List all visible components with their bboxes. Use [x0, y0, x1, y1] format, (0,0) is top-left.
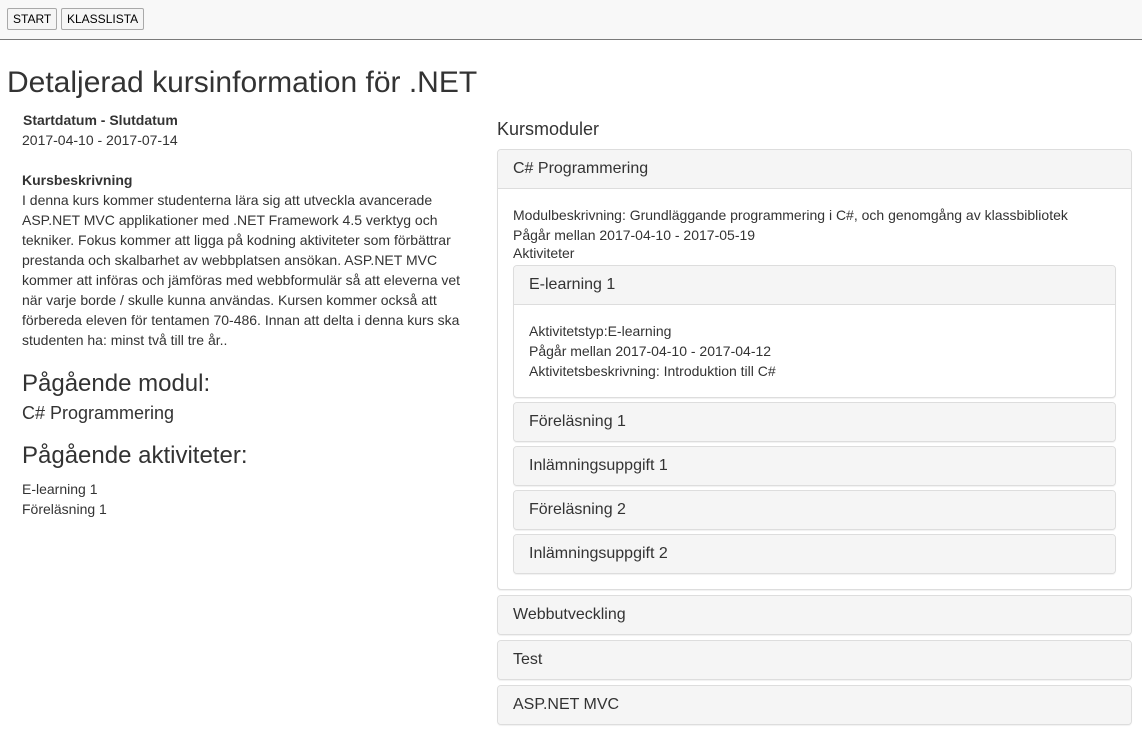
activity-heading-inlamningsuppgift-1[interactable]: Inlämningsuppgift 1 — [514, 447, 1115, 485]
activity-panel — [513, 490, 1116, 530]
activity-heading-inlamningsuppgift-2[interactable]: Inlämningsuppgift 2 — [514, 535, 1115, 573]
activity-type: Aktivitetstyp:E-learning — [529, 323, 672, 339]
activity-period: Pågår mellan 2017-04-10 - 2017-04-12 — [529, 343, 772, 359]
top-navbar — [0, 0, 1142, 40]
module-heading-test[interactable]: Test — [498, 641, 1131, 679]
module-panel — [497, 595, 1132, 635]
course-info — [22, 110, 472, 519]
date-range-label: Startdatum - Slutdatum — [23, 112, 178, 128]
module-panel — [497, 149, 1132, 590]
module-panel — [497, 640, 1132, 680]
module-panel — [497, 685, 1132, 725]
activity-panel — [513, 402, 1116, 442]
course-description: I denna kurs kommer studenterna lära sig att utveckla avancerade ASP.NET MVC applikationer med .NET Framework 4.5 verktyg och tekniker. Fokus kommer att ligga på kodning aktiviteter som förbättrar prestanda och skalbarhet av webbplatsen ansökan. ASP.NET MVC kommer att införas och jämföras med webbformulär så att eleverna vet när varje borde / skulle kunna användas. Kursen kommer också att förbereda eleven för tentamen 70-486. Innan att delta i denna kurs ska studenten ha: minst två till tre år.. — [22, 192, 461, 348]
module-period: Pågår mellan 2017-04-10 - 2017-05-19 — [513, 227, 756, 243]
activity-description: Aktivitetsbeskrivning: Introduktion till C# — [529, 363, 776, 379]
module-heading-aspnet-mvc[interactable]: ASP.NET MVC — [498, 686, 1131, 724]
module-body — [498, 189, 1131, 589]
spacer — [22, 150, 472, 170]
module-heading-csharp[interactable]: C# Programmering — [498, 150, 1131, 189]
course-description-label: Kursbeskrivning — [22, 172, 133, 188]
activity-heading-forelasning-2[interactable]: Föreläsning 2 — [514, 491, 1115, 529]
modules-title: Kursmoduler — [497, 119, 600, 139]
activity-body — [514, 305, 1115, 397]
current-module-value: C# Programmering — [22, 403, 175, 423]
current-activities-heading: Pågående aktiviteter: — [22, 442, 248, 469]
klasslista-button[interactable]: KLASSLISTA — [61, 8, 144, 30]
activity-panel — [513, 534, 1116, 574]
current-activity-item: Föreläsning 1 — [22, 501, 107, 517]
module-heading-webbutveckling[interactable]: Webbutveckling — [498, 596, 1131, 634]
activity-panel — [513, 446, 1116, 486]
page-title: Detaljerad kursinformation för .NET — [7, 66, 478, 99]
activity-panel — [513, 265, 1116, 398]
start-button[interactable]: START — [7, 8, 57, 30]
activity-heading-elearning-1[interactable]: E-learning 1 — [514, 266, 1115, 305]
module-description: Modulbeskrivning: Grundläggande programmering i C#, och genomgång av klassbibliotek — [513, 207, 1068, 223]
date-range-value: 2017-04-10 - 2017-07-14 — [22, 132, 178, 148]
current-activity-item: E-learning 1 — [22, 481, 98, 497]
course-modules — [497, 117, 1132, 730]
current-module-heading: Pågående modul: — [22, 370, 211, 397]
activities-label: Aktiviteter — [513, 245, 575, 261]
activity-heading-forelasning-1[interactable]: Föreläsning 1 — [514, 403, 1115, 441]
